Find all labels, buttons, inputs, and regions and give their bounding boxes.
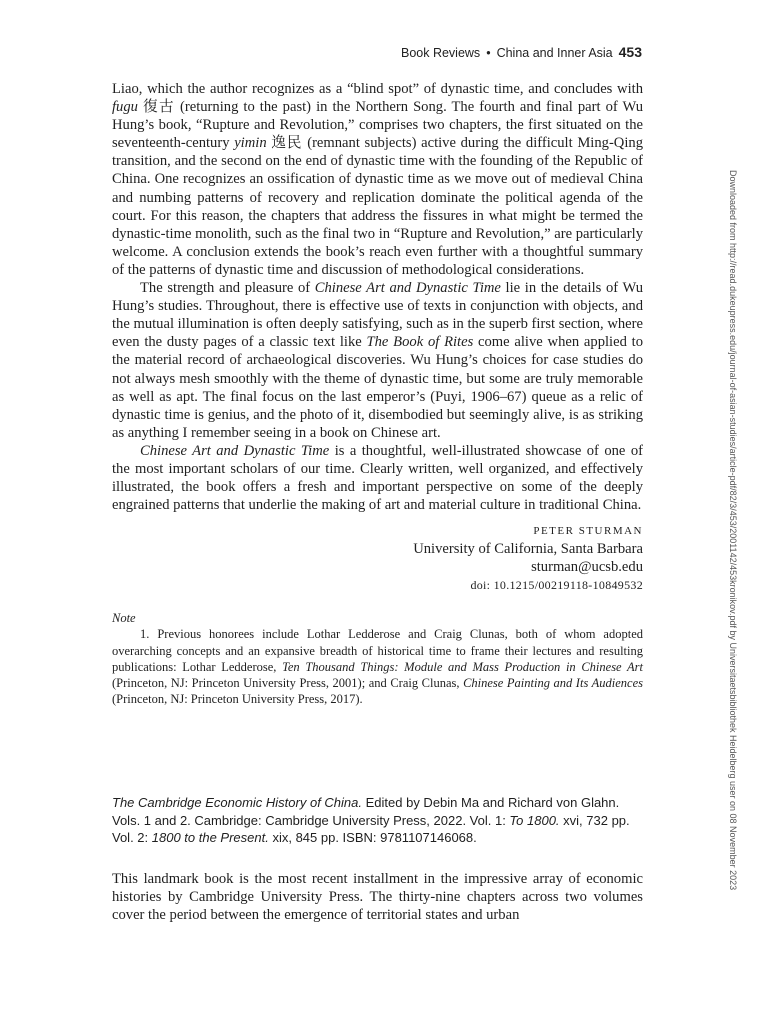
italic-title: Chinese Painting and Its Audiences [463, 676, 644, 691]
review-paragraph-3 [112, 442, 643, 514]
text-run: come alive when applied to the material record of archaeological discoveries. Wu Hung’s choices for case studies do not always mesh smoothly with the theme of dynastic time, but some are truly memorable as well as apt. The final focus on the last emperor’s (Puyi, 1906–67) queue as a relic of dynastic time is genius, and the photo of it, disembodied but seemingly alive, is as striking as anything I remember seeing in a book on Chinese art. [112, 334, 644, 441]
text-run: xix, 845 pp. ISBN: 9781107146068. [268, 830, 477, 845]
text-run: xvi, 732 pp. Vol. 2: [112, 812, 630, 845]
header-journal: China and Inner Asia [496, 46, 613, 60]
text-run: Previous honorees include Lothar Ledderose and Craig Clunas, both of whom adopted overarching concepts and an expansive breadth of historical time to frame their lectures and resulting publications: Lothar Ledderose, [112, 627, 643, 674]
reviewer-email[interactable]: sturman@ucsb.edu [531, 559, 643, 576]
volume-title: 1800 to the Present. [151, 830, 269, 845]
download-notice: Downloaded from http://read.dukeupress.edu/journal-of-asian-studies/article-pdf/82/3/453/2001142/453kronikov.pdf by Universitaetsbibliothek Heidelberg user on 08 November 2023 [728, 170, 738, 891]
download-watermark [726, 170, 740, 891]
text-run: 逸民 (remnant subjects) active during the difficult Ming-Qing transition, and the second on the end of dynastic time with the founding of the Republic of China. One recognizes an ossification of dynastic time as we move out of medieval China and numbing patterns of recovery and replication dominate the political agenda of the court. For this reason, the chapters that address the fissures in what might be termed the dynastic-time monolith, such as the final two in “Rupture and Revolution,” are particularly welcome. A conclusion extends the book’s reach even further with a thoughtful summary of the patterns of dynastic time and discussion of methodological considerations. [112, 135, 643, 278]
text-run: lie in the details of Wu Hung’s studies. Throughout, there is effective use of texts in conjunction with objects, and the mutual illumination is often deeply satisfying, such as in the superb first section, where even the dusty pages of a classic text like [112, 280, 643, 351]
italic-term: fugu [112, 99, 138, 116]
reviewer-signature [112, 522, 643, 594]
book-title: The Cambridge Economic History of China. [112, 795, 362, 810]
doi-link[interactable]: doi: 10.1215/00219118-10849532 [470, 578, 643, 593]
text-run: is a thoughtful, well-illustrated showcase of one of the most important scholars of our time. Clearly written, well organized, and effectively illustrated, the book offers a fresh and important perspective on some of the deeply engrained patterns that underlie the making of art and material culture in traditional China. [112, 442, 643, 514]
italic-title: Chinese Art and Dynastic Time [314, 280, 501, 297]
text-run: The strength and pleasure of [140, 280, 315, 297]
review-paragraph-2 [112, 279, 643, 442]
header-section: Book Reviews [400, 46, 481, 60]
text-run: (Princeton, NJ: Princeton University Press, 2017). [112, 692, 363, 707]
review-body [112, 80, 643, 708]
text-run: 復古 (returning to the past) in the Northern Song. The fourth and final part of Wu Hung’s book, “Rupture and Revolution,” comprises two chapters, the first situated on the seventeenth-century [112, 99, 643, 152]
page-number: 453 [618, 44, 642, 60]
text-run: (Princeton, NJ: Princeton University Press, 2001); and Craig Clunas, [112, 676, 464, 691]
text-run: Edited by Debin Ma and Richard von Glahn. Vols. 1 and 2. Cambridge: Cambridge University Press, 2022. Vol. 1: [112, 795, 620, 828]
review-paragraph-1 [112, 80, 643, 279]
running-header [401, 44, 642, 60]
text-run: Liao, which the author recognizes as a “blind spot” of dynastic time, and concludes with [112, 81, 643, 97]
footnote [112, 626, 643, 707]
italic-title: Chinese Art and Dynastic Time [140, 442, 330, 459]
italic-term: yimin [234, 135, 267, 152]
review-2-paragraph-1: This landmark book is the most recent installment in the impressive array of economic histories by Cambridge University Press. The thirty-nine chapters across two volumes cover the period between the emergence of territorial states and urban [112, 870, 643, 923]
volume-title: To 1800. [509, 812, 560, 828]
italic-title: Ten Thousand Things: Module and Mass Production in Chinese Art [282, 659, 644, 674]
review-2-body [112, 855, 643, 938]
italic-title: The Book of Rites [366, 334, 474, 351]
reviewer-affiliation: University of California, Santa Barbara [413, 541, 643, 558]
reviewer-name: PETER STURMAN [533, 525, 643, 538]
header-separator: • [486, 46, 491, 60]
note-heading: Note [112, 611, 136, 626]
book-citation [112, 794, 643, 847]
footnote-number: 1. [140, 627, 150, 642]
